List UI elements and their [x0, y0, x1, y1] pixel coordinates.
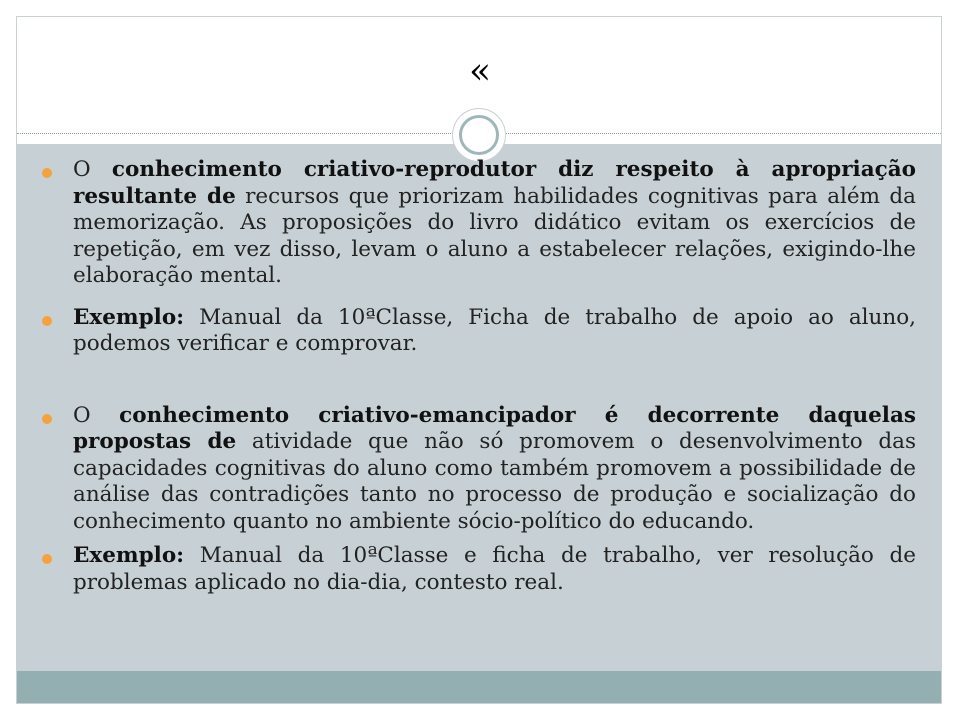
- footer-band: [17, 671, 941, 703]
- bullet-item: [40, 157, 916, 290]
- bullet-bold-text: Exemplo:: [73, 304, 185, 330]
- bullet-bold-text: Exemplo:: [73, 543, 185, 568]
- bullet-text: Manual da 10ªClasse e ficha de trabalho, ver resolução de problemas aplicado no dia-dia, contesto real.: [73, 543, 916, 595]
- bullet-dot-icon: [42, 414, 52, 424]
- bullet-item: [40, 543, 916, 596]
- bullet-bold-text: conhecimento criativo-emancipador é decorrente daquelas propostas de: [73, 402, 916, 454]
- bullet-text: recursos que priorizam habilidades cognitivas para além da memorização. As proposições do livro didático evitam os exercícios de repetição, em vez disso, levam o aluno a estabelecer relações, exigindo-lhe elaboração mental.: [73, 183, 916, 288]
- bullet-text: Manual da 10ªClasse, Ficha de trabalho de apoio ao aluno, podemos verificar e comprovar.: [73, 304, 916, 356]
- slide-content: [40, 157, 916, 596]
- circle-ring-icon: [453, 109, 505, 161]
- bullet-text: O: [73, 402, 120, 428]
- ring-inner: [459, 115, 499, 155]
- bullet-dot-icon: [42, 554, 52, 564]
- slide-title: «: [468, 51, 492, 92]
- bullet-dot-icon: [42, 168, 52, 178]
- bullet-dot-icon: [42, 316, 52, 326]
- bullet-item: [40, 305, 916, 358]
- bullet-text: O: [73, 157, 112, 182]
- bullet-bold-text: conhecimento criativo-reprodutor diz respeito à apropriação resultante de: [73, 157, 916, 209]
- bullet-text: atividade que não só promovem o desenvolvimento das capacidades cognitivas do aluno como também promovem a possibilidade de análise das contradições tanto no processo de produção e socialização do conhecimento quanto no ambiente sócio-político do educando.: [73, 429, 916, 534]
- bullet-item: [40, 403, 916, 536]
